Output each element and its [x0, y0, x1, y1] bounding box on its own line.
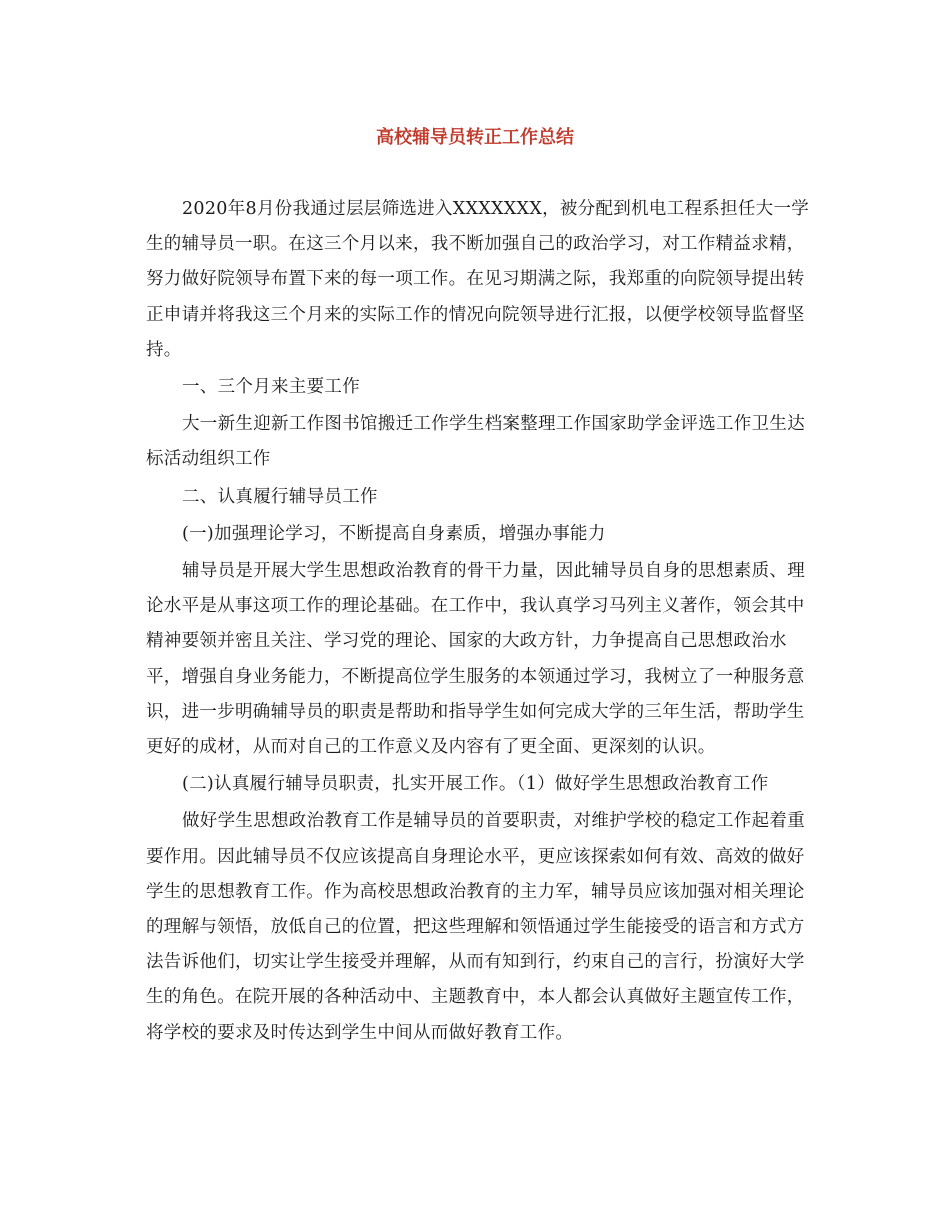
- document-body: [146, 192, 812, 1053]
- theory-study-paragraph: 辅导员是开展大学生思想政治教育的骨干力量，因此辅导员自身的思想素质、理论水平是从事这项工作的理论基础。在工作中，我认真学习马列主义著作，领会其中精神要领并密且关注、学习党的理论、国家的大政方针，力争提高自己思想政治水平，增强自身业务能力，不断提高位学生服务的本领通过学习，我树立了一种服务意识，进一步明确辅导员的职责是帮助和指导学生如何完成大学的三年生活，帮助学生更好的成材，从而对自己的工作意义及内容有了更全面、更深刻的认识。: [146, 561, 805, 758]
- political-education-paragraph: 做好学生思想政治教育工作是辅导员的首要职责，对维护学校的稳定工作起着重要作用。因此辅导员不仅应该提高自身理论水平，更应该探索如何有效、高效的做好学生的思想教育工作。作为高校思想政治教育的主力军，辅导员应该加强对相关理论的理解与领悟，放低自己的位置，把这些理解和领悟通过学生能接受的语言和方式方法告诉他们，切实让学生接受并理解，从而有知到行，约束自己的言行，扮演好大学生的角色。在院开展的各种活动中、主题教育中，本人都会认真做好主题宣传工作，将学校的要求及时传达到学生中间从而做好教育工作。: [146, 811, 805, 1043]
- section-heading-main-work: 一、三个月来主要工作: [182, 377, 360, 398]
- intro-paragraph: 2020年8月份我通过层层筛选进入XXXXXXX，被分配到机电工程系担任大一学生的辅导员一职。在这三个月以来，我不断加强自己的政治学习，对工作精益求精，努力做好院领导布置下来的每一项工作。在见习期满之际，我郑重的向院领导提出转正申请并将我这三个月来的实际工作的情况向院领导进行汇报，以便学校领导监督坚持。: [146, 199, 810, 360]
- main-work-list-paragraph: 大一新生迎新工作图书馆搬迁工作学生档案整理工作国家助学金评选工作卫生达标活动组织工作: [146, 414, 805, 470]
- section-heading-duties: 二、认真履行辅导员工作: [182, 486, 378, 507]
- document-title: 高校辅导员转正工作总结: [376, 127, 574, 148]
- subsection-heading-responsibilities: (二)认真履行辅导员职责，扎实开展工作。（1）做好学生思想政治教育工作: [182, 774, 769, 795]
- subsection-heading-theory-study: (一)加强理论学习，不断提高自身素质，增强办事能力: [182, 523, 606, 544]
